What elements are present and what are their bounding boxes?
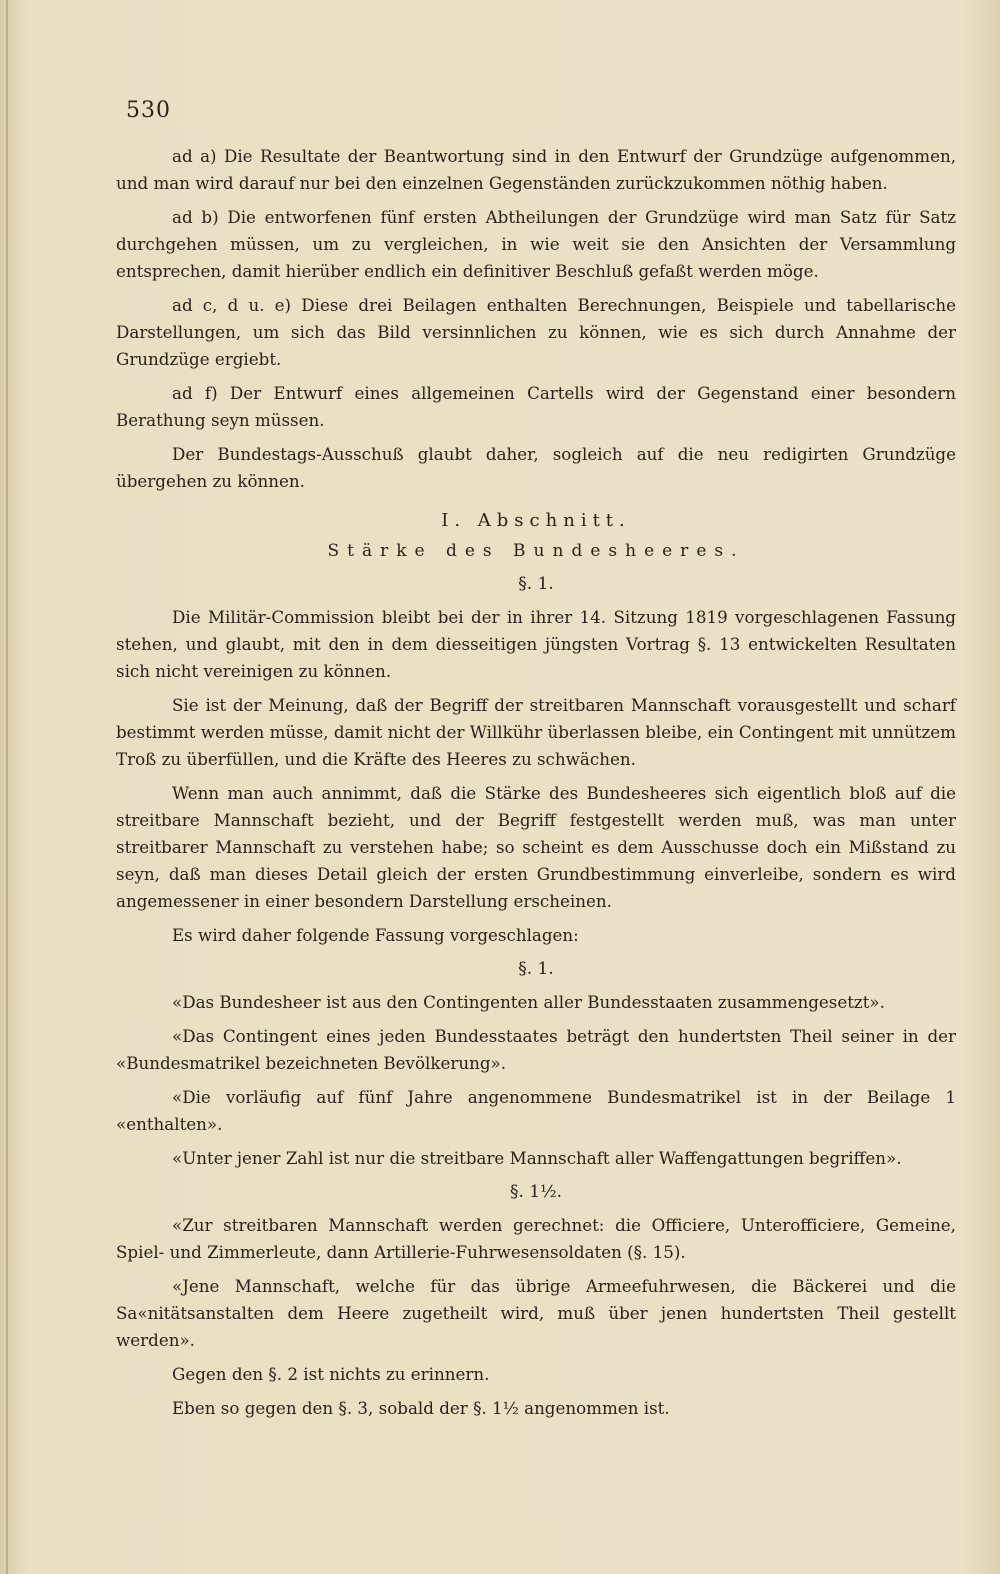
closing-paragraph: Eben so gegen den §. 3, sobald der §. 1½ angenommen ist.	[172, 1398, 670, 1418]
closing-paragraph: Gegen den §. 2 ist nichts zu erinnern.	[172, 1364, 490, 1384]
body-paragraph: Die Militär-Commission bleibt bei der in ihrer 14. Sitzung 1819 vorgeschlagenen Fassung stehen, und glaubt, mit den in dem diesseitigen jüngsten Vortrag §. 13 entwickelten Resultaten sich nicht vereinigen zu können.	[116, 607, 956, 681]
proposal-mark-1: §. 1.	[518, 959, 554, 979]
section-title: I. Abschnitt.	[441, 510, 631, 531]
paragraph-mark-1: §. 1.	[518, 574, 554, 594]
paragraph-ad-a: ad a) Die Resultate der Beantwortung sind in den Entwurf der Grundzüge aufgenommen, und man wird darauf nur bei den einzelnen Gegenständen zurückzukommen nöthig haben.	[116, 146, 956, 193]
paragraph-ad-f: ad f) Der Entwurf eines allgemeinen Cartells wird der Gegenstand einer besondern Berathung seyn müssen.	[116, 383, 956, 430]
page-content	[116, 98, 956, 1429]
proposal-line: «Das Contingent eines jeden Bundesstaates beträgt den hundertsten Theil seiner in der «Bundesmatrikel bezeichneten Bevölkerung».	[116, 1026, 956, 1073]
section-subtitle: Stärke des Bundesheeres.	[327, 541, 745, 561]
body-paragraph: Wenn man auch annimmt, daß die Stärke des Bundesheeres sich eigentlich bloß auf die streitbare Mannschaft bezieht, und der Begriff festgestellt werden muß, was man unter streitbarer Mannschaft zu verstehen habe; so scheint es dem Ausschusse doch ein Mißstand zu seyn, daß man dieses Detail gleich der ersten Grundbestimmung einverleibe, sondern es wird angemessener in einer besondern Darstellung erscheinen.	[116, 783, 956, 911]
proposal-line: «Jene Mannschaft, welche für das übrige Armeefuhrwesen, die Bäckerei und die Sa«nitätsanstalten dem Heere zugetheilt wird, muß über jenen hundertsten Theil gestellt werden».	[116, 1276, 956, 1350]
page-number: 530	[126, 98, 171, 123]
proposal-line: «Die vorläufig auf fünf Jahre angenommene Bundesmatrikel ist in der Beilage 1 «enthalten».	[116, 1087, 956, 1134]
paragraph-committee: Der Bundestags-Ausschuß glaubt daher, sogleich auf die neu redigirten Grundzüge übergehen zu können.	[116, 444, 956, 491]
proposal-mark-1-half: §. 1½.	[509, 1182, 562, 1202]
proposal-line: «Unter jener Zahl ist nur die streitbare Mannschaft aller Waffengattungen begriffen».	[172, 1148, 902, 1168]
paragraph-ad-cde: ad c, d u. e) Diese drei Beilagen enthalten Berechnungen, Beispiele und tabellarische Darstellungen, um sich das Bild versinnlichen zu können, wie es sich durch Annahme der Grundzüge ergiebt.	[116, 295, 956, 369]
proposal-line: «Zur streitbaren Mannschaft werden gerechnet: die Officiere, Unterofficiere, Gemeine, Spiel- und Zimmerleute, dann Artillerie-Fuhrwesensoldaten (§. 15).	[116, 1215, 956, 1262]
proposal-line: «Das Bundesheer ist aus den Contingenten aller Bundesstaaten zusammengesetzt».	[172, 992, 885, 1012]
body-paragraph: Es wird daher folgende Fassung vorgeschlagen:	[172, 925, 579, 945]
paragraph-ad-b: ad b) Die entworfenen fünf ersten Abtheilungen der Grundzüge wird man Satz für Satz durchgehen müssen, um zu vergleichen, in wie weit sie den Ansichten der Versammlung entsprechen, damit hierüber endlich ein definitiver Beschluß gefaßt werden möge.	[116, 207, 956, 281]
body-paragraph: Sie ist der Meinung, daß der Begriff der streitbaren Mannschaft vorausgestellt und scharf bestimmt werden müsse, damit nicht der Willkühr überlassen bleibe, ein Contingent mit unnützem Troß zu überfüllen, und die Kräfte des Heeres zu schwächen.	[116, 695, 956, 769]
